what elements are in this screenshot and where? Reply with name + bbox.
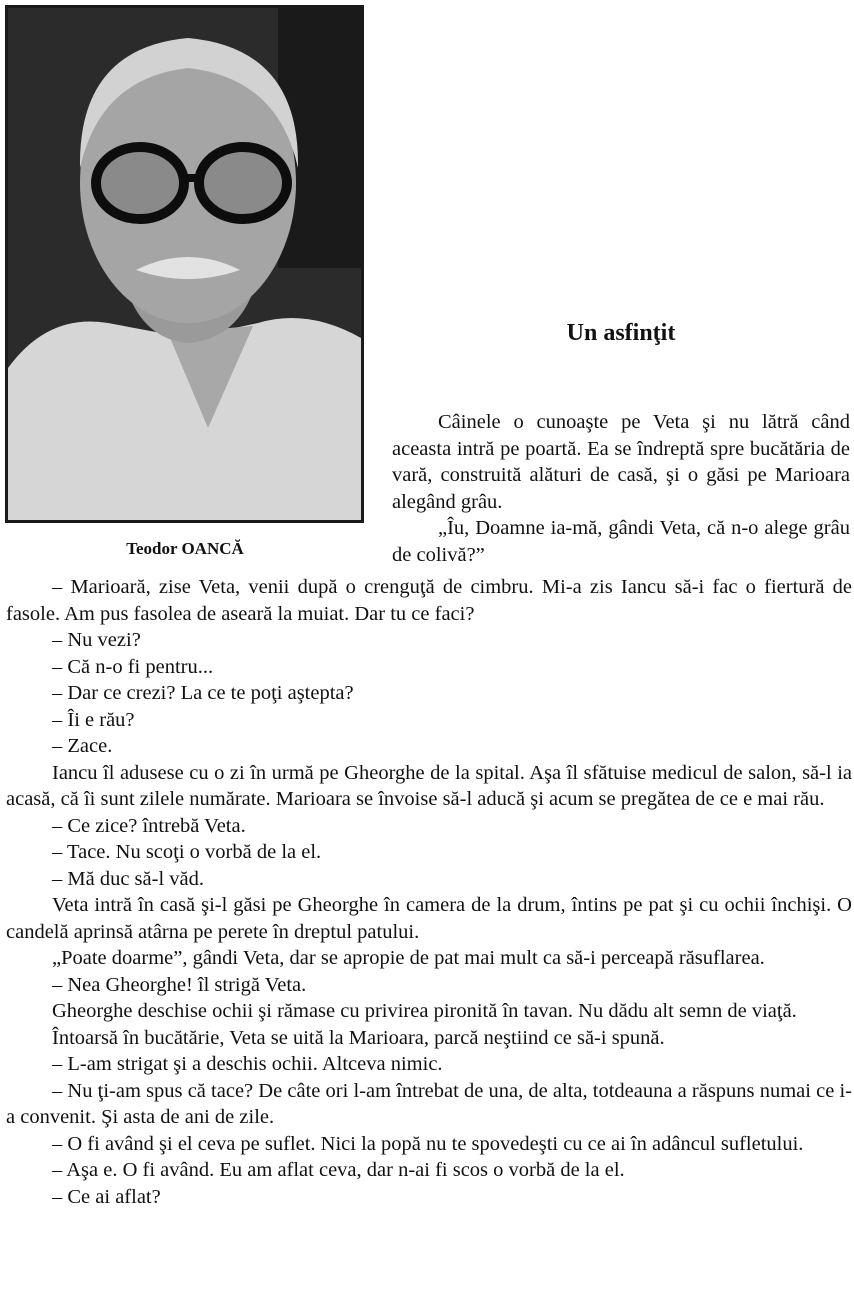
- story-paragraph: – Marioară, zise Veta, venii după o crenguţă de cimbru. Mi-a zis Iancu să-i fac o fiertură de fasole. Am pus fasolea de aseară la muiat. Dar tu ce faci?: [6, 576, 852, 625]
- story-paragraph: – Mă duc să-l văd.: [52, 867, 204, 890]
- story-body: [6, 574, 852, 1210]
- intro-paragraph: „Îu, Doamne ia-mă, gândi Veta, că n-o alege grâu de colivă?”: [392, 517, 850, 566]
- story-paragraph: – Dar ce crezi? La ce te poţi aştepta?: [52, 682, 354, 704]
- story-paragraph: – O fi având şi el ceva pe suflet. Nici la popă nu te spovedeşti cu ce ai în adâncul sufletului.: [52, 1132, 804, 1155]
- story-paragraph: – Îi e rău?: [52, 708, 135, 731]
- story-paragraph: – Tace. Nu scoţi o vorbă de la el.: [52, 841, 322, 863]
- author-portrait-image: [8, 8, 361, 520]
- story-paragraph: – Că n-o fi pentru...: [52, 655, 214, 678]
- author-photo: [5, 5, 364, 523]
- intro-paragraph: Câinele o cunoaşte pe Veta şi nu lătră când aceasta intră pe poartă. Ea se îndreptă spre bucătăria de vară, construită alături de casă, şi o găsi pe Marioara alegând grâu.: [392, 411, 850, 513]
- story-intro: [392, 409, 850, 568]
- story-paragraph: – Nu ţi-am spus că tace? De câte ori l-am întrebat de una, de alta, totdeauna a răspuns numai ce i-a convenit. Şi asta de ani de zile.: [6, 1079, 852, 1128]
- story-paragraph: – Zace.: [52, 735, 113, 757]
- story-paragraph: – Ce ai aflat?: [52, 1185, 161, 1208]
- story-paragraph: – L-am strigat şi a deschis ochii. Altceva nimic.: [52, 1053, 443, 1075]
- story-paragraph: Întoarsă în bucătărie, Veta se uită la Marioara, parcă neştiind ce să-i spună.: [52, 1026, 665, 1049]
- story-paragraph: „Poate doarme”, gândi Veta, dar se apropie de pat mai mult ca să-i perceapă răsuflarea.: [52, 947, 765, 969]
- photo-caption: Teodor OANCĂ: [126, 539, 244, 558]
- story-paragraph: Veta intră în casă şi-l găsi pe Gheorghe în camera de la drum, întins pe pat şi cu ochii închişi. O candelă aprinsă atârna pe perete în dreptul patului.: [6, 894, 852, 943]
- story-paragraph: – Aşa e. O fi având. Eu am aflat ceva, dar n-ai fi scos o vorbă de la el.: [52, 1159, 625, 1181]
- story-paragraph: Gheorghe deschise ochii şi rămase cu privirea pironită în tavan. Nu dădu alt semn de viaţă.: [52, 1000, 797, 1022]
- story-paragraph: Iancu îl adusese cu o zi în urmă pe Gheorghe de la spital. Aşa îl sfătuise medicul de salon, să-l ia acasă, că îi sunt zilele numărate. Marioara se învoise să-l aducă şi acum se pregătea de ce e mai rău.: [6, 761, 852, 810]
- story-paragraph: – Ce zice? întrebă Veta.: [52, 814, 246, 837]
- story-paragraph: – Nu vezi?: [52, 629, 141, 651]
- story-title: Un asfinţit: [566, 320, 676, 346]
- story-paragraph: – Nea Gheorghe! îl strigă Veta.: [52, 973, 307, 996]
